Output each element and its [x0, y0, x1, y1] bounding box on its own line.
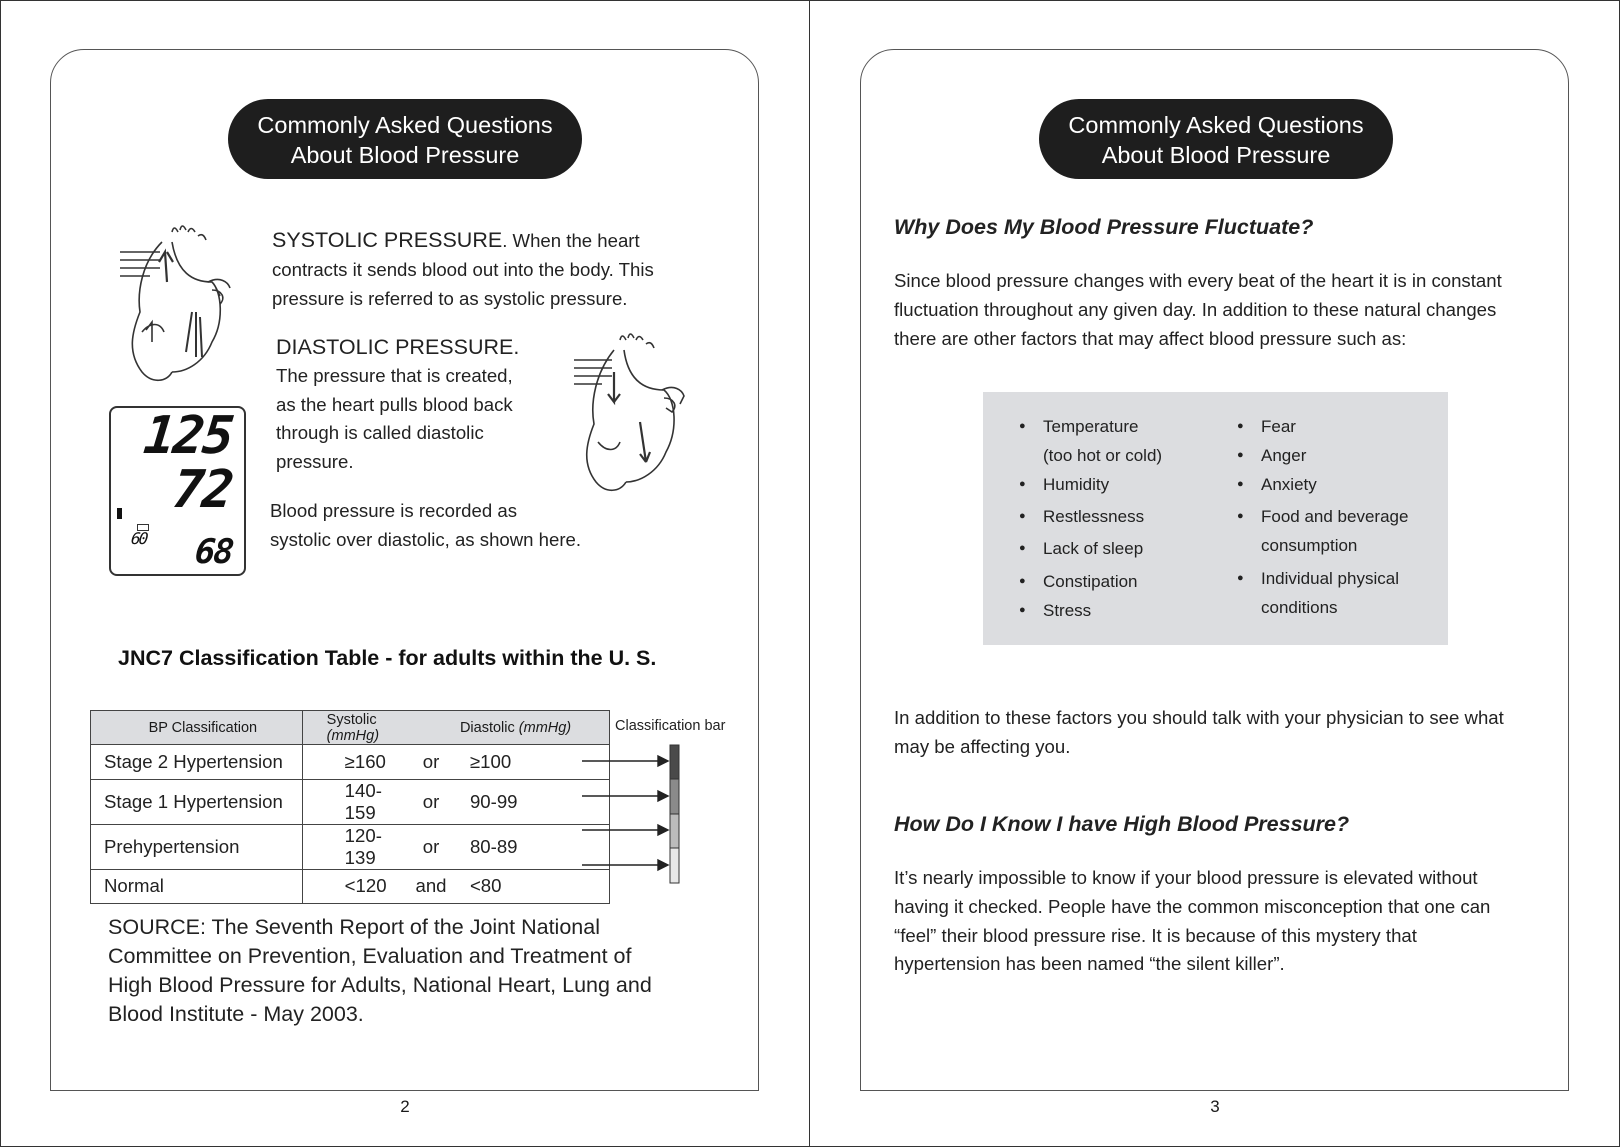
lcd-systolic-reading: 125	[140, 406, 236, 466]
row-diastolic: 80-89	[460, 824, 610, 869]
row-operator: or	[402, 824, 460, 869]
list-item-continuation: conditions	[1261, 598, 1338, 617]
lcd-memory-number: 60	[130, 529, 148, 548]
row-classification: Prehypertension	[91, 824, 303, 869]
row-diastolic: <80	[460, 869, 610, 904]
diastolic-paragraph	[276, 333, 519, 477]
header-line-1: Commonly Asked Questions	[257, 112, 553, 138]
fluctuation-line-3: there are other factors that may affect blood pressure such as:	[894, 327, 1407, 349]
row-classification: Normal	[91, 869, 303, 904]
list-item: ● Anxiety	[1237, 470, 1408, 499]
list-item: ● Stress	[1019, 596, 1162, 625]
table-row	[91, 869, 610, 904]
source-line-2: Committee on Prevention, Evaluation and Treatment of	[108, 944, 632, 968]
row-diastolic: 90-99	[460, 779, 610, 824]
header-line-1: Commonly Asked Questions	[1068, 112, 1364, 138]
arrow-head-normal	[658, 860, 668, 870]
diastolic-line-3: through is called diastolic	[276, 422, 484, 444]
bp-classification-table	[90, 710, 610, 904]
systolic-line-3: pressure is referred to as systolic pressure.	[272, 287, 628, 309]
row-systolic: <120	[302, 869, 402, 904]
systolic-paragraph	[272, 226, 654, 313]
physician-line-2: may be affecting you.	[894, 735, 1071, 757]
row-classification: Stage 2 Hypertension	[91, 745, 303, 780]
diastolic-term: DIASTOLIC PRESSURE.	[276, 335, 520, 359]
row-systolic: 140-159	[302, 779, 402, 824]
header-diastolic-label: Diastolic	[459, 719, 515, 736]
list-item: ● Fear	[1237, 412, 1408, 441]
list-item: ● Constipation	[1019, 567, 1162, 596]
bar-segment-stage1	[670, 779, 679, 814]
silent-killer-line-2: having it checked. People have the common misconception that one can	[894, 895, 1491, 917]
factors-list-right	[1237, 412, 1408, 622]
list-item: ● Restlessness	[1019, 502, 1162, 531]
arrow-head-prehypertension	[658, 825, 668, 835]
systolic-line-1: . When the heart	[502, 230, 640, 251]
factors-list-left	[1019, 412, 1162, 625]
header-spacer	[402, 711, 460, 745]
header-diastolic-unit: (mmHg)	[518, 719, 572, 736]
heart-systole-illustration	[112, 222, 237, 390]
row-operator: or	[402, 745, 460, 780]
bar-segment-prehypertension	[670, 814, 679, 848]
source-line-3: High Blood Pressure for Adults, National Heart, Lung and	[108, 973, 652, 997]
diastolic-line-1: The pressure that is created,	[276, 364, 513, 386]
fluctuation-paragraph	[894, 267, 1502, 353]
question-high-bp-heading: How Do I Know I have High Blood Pressure?	[894, 812, 1350, 836]
header-line-2: About Blood Pressure	[1101, 142, 1331, 168]
bar-segment-stage2	[670, 745, 679, 779]
row-systolic: 120-139	[302, 824, 402, 869]
header-systolic	[302, 711, 402, 745]
header-diastolic	[460, 711, 610, 745]
list-item: ● Lack of sleep	[1019, 534, 1162, 563]
question-fluctuate-heading: Why Does My Blood Pressure Fluctuate?	[894, 215, 1314, 239]
arrow-head-stage2	[658, 756, 668, 766]
list-item: ● Anger	[1237, 441, 1408, 470]
classification-table-title: JNC7 Classification Table - for adults within the U. S.	[118, 646, 657, 670]
page-divider	[809, 0, 810, 1147]
row-operator: and	[402, 869, 460, 904]
source-line-4: Blood Institute - May 2003.	[108, 1002, 364, 1026]
left-page-number: 2	[400, 1097, 410, 1116]
silent-killer-paragraph	[894, 864, 1490, 979]
header-line-2: About Blood Pressure	[290, 142, 520, 168]
table-row	[91, 824, 610, 869]
row-operator: or	[402, 779, 460, 824]
list-item-continuation: consumption	[1261, 536, 1358, 555]
recorded-line-2: systolic over diastolic, as shown here.	[270, 528, 582, 550]
bar-segment-normal	[670, 848, 679, 883]
monitor-lcd-display	[109, 406, 246, 576]
silent-killer-line-4: hypertension has been named “the silent killer”.	[894, 953, 1285, 975]
recorded-paragraph	[270, 497, 581, 555]
list-item: ● Humidity	[1019, 470, 1162, 499]
recorded-line-1: Blood pressure is recorded as	[270, 500, 518, 521]
table-row	[91, 745, 610, 780]
source-citation	[108, 913, 708, 1029]
right-page-header	[1039, 99, 1393, 179]
fluctuation-line-1: Since blood pressure changes with every beat of the heart it is in constant	[894, 270, 1502, 291]
lcd-level-indicator	[117, 508, 122, 519]
lcd-diastolic-reading: 72	[170, 460, 236, 520]
header-systolic-unit: (mmHg)	[326, 727, 380, 744]
list-item: ● Temperature	[1019, 412, 1162, 441]
classification-bar-label: Classification bar	[615, 718, 726, 734]
diastolic-line-2: as the heart pulls blood back	[276, 393, 513, 415]
table-row	[91, 779, 610, 824]
fluctuation-line-2: fluctuation throughout any given day. In addition to these natural changes	[894, 298, 1497, 320]
header-bp-classification: BP Classification	[91, 711, 303, 745]
arrow-head-stage1	[658, 791, 668, 801]
classification-arrows	[580, 744, 690, 894]
row-diastolic: ≥100	[460, 745, 610, 780]
systolic-term: SYSTOLIC PRESSURE	[272, 228, 503, 252]
diastolic-line-4: pressure.	[276, 451, 354, 473]
factors-box	[983, 392, 1448, 645]
right-page-number: 3	[1210, 1097, 1220, 1116]
list-item-continuation: (too hot or cold)	[1043, 446, 1163, 465]
table-header-row	[91, 711, 610, 745]
physician-paragraph	[894, 704, 1504, 762]
lcd-pulse-reading: 68	[192, 532, 235, 572]
list-item: ● Food and beverage	[1237, 502, 1408, 531]
header-systolic-label: Systolic	[326, 711, 377, 728]
row-classification: Stage 1 Hypertension	[91, 779, 303, 824]
systolic-line-2: contracts it sends blood out into the body. This	[272, 258, 654, 280]
heart-diastole-illustration	[568, 332, 686, 500]
silent-killer-line-1: It’s nearly impossible to know if your blood pressure is elevated without	[894, 867, 1478, 888]
source-line-1: SOURCE: The Seventh Report of the Joint National	[108, 915, 600, 939]
silent-killer-line-3: “feel” their blood pressure rise. It is because of this mystery that	[894, 924, 1417, 946]
left-page-header	[228, 99, 582, 179]
physician-line-1: In addition to these factors you should talk with your physician to see what	[894, 707, 1504, 728]
row-systolic: ≥160	[302, 745, 402, 780]
list-item: ● Individual physical	[1237, 564, 1408, 593]
